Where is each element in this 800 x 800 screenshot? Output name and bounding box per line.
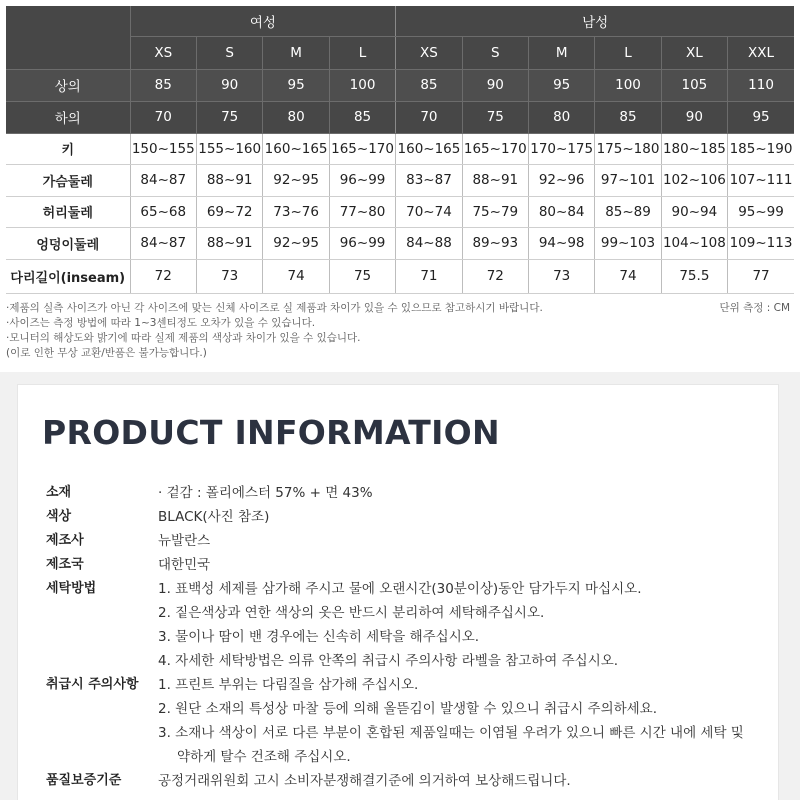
row-label: 엉덩이둘레 xyxy=(6,228,130,260)
size-header-cell: XS xyxy=(396,36,462,69)
table-cell: 70 xyxy=(130,101,196,133)
table-cell: 95 xyxy=(263,69,329,101)
row-label: 키 xyxy=(6,133,130,165)
table-cell: 73~76 xyxy=(263,196,329,228)
table-cell: 85 xyxy=(130,69,196,101)
product-info-panel xyxy=(17,384,779,800)
product-info-value xyxy=(158,553,766,577)
table-cell: 96~99 xyxy=(329,165,395,197)
row-label: 가슴둘레 xyxy=(6,165,130,197)
table-cell: 90 xyxy=(196,69,262,101)
size-header-cell: L xyxy=(329,36,395,69)
table-cell: 80 xyxy=(528,101,594,133)
product-info-line: 2. 짙은색상과 연한 색상의 옷은 반드시 분리하여 세탁해주십시오. xyxy=(158,605,545,621)
product-info-row xyxy=(46,553,766,577)
product-info-title: PRODUCT INFORMATION xyxy=(42,413,500,452)
product-info-value xyxy=(158,577,766,673)
size-header-cell: S xyxy=(196,36,262,69)
product-info-row xyxy=(46,505,766,529)
row-label: 허리둘레 xyxy=(6,196,130,228)
product-info-line: 3. 물이나 땀이 밴 경우에는 신속히 세탁을 해주십시오. xyxy=(158,629,480,645)
table-cell: 80~84 xyxy=(528,196,594,228)
table-cell: 160~165 xyxy=(263,133,329,165)
table-cell: 72 xyxy=(130,259,196,293)
product-info-label: 취급시 주의사항 xyxy=(46,677,139,692)
table-cell: 95~99 xyxy=(728,196,794,228)
product-info-value xyxy=(158,529,766,553)
product-info-line: 1. 프린트 부위는 다림질을 삼가해 주십시오. xyxy=(158,677,419,693)
table-cell: 75 xyxy=(329,259,395,293)
table-cell: 180~185 xyxy=(661,133,727,165)
size-notes xyxy=(6,301,794,361)
table-row xyxy=(6,228,794,260)
product-info-line: 4. 자세한 세탁방법은 의류 안쪽의 취급시 주의사항 라벨을 참고하여 주십시오. xyxy=(158,653,619,669)
table-cell: 73 xyxy=(528,259,594,293)
table-row xyxy=(6,133,794,165)
table-cell: 75 xyxy=(196,101,262,133)
product-info-label: 소재 xyxy=(46,485,72,500)
table-cell: 70 xyxy=(396,101,462,133)
row-label: 상의 xyxy=(6,69,130,101)
table-cell: 84~88 xyxy=(396,228,462,260)
table-cell: 95 xyxy=(728,101,794,133)
row-label: 다리길이(inseam) xyxy=(6,259,130,293)
table-cell: 90 xyxy=(462,69,528,101)
table-cell: 75.5 xyxy=(661,259,727,293)
table-corner xyxy=(6,6,130,69)
product-info-row xyxy=(46,577,766,673)
product-info-row xyxy=(46,769,766,793)
table-cell: 92~95 xyxy=(263,165,329,197)
table-cell: 85 xyxy=(329,101,395,133)
table-cell: 170~175 xyxy=(528,133,594,165)
table-cell: 75~79 xyxy=(462,196,528,228)
table-cell: 84~87 xyxy=(130,165,196,197)
table-cell: 175~180 xyxy=(595,133,661,165)
table-cell: 97~101 xyxy=(595,165,661,197)
product-info-line: 대한민국 xyxy=(158,557,211,573)
table-cell: 165~170 xyxy=(329,133,395,165)
table-cell: 92~96 xyxy=(528,165,594,197)
table-cell: 90 xyxy=(661,101,727,133)
table-cell: 155~160 xyxy=(196,133,262,165)
table-cell: 107~111 xyxy=(728,165,794,197)
table-cell: 88~91 xyxy=(196,228,262,260)
product-info-value xyxy=(158,673,766,769)
product-info-list xyxy=(46,481,766,793)
table-cell: 92~95 xyxy=(263,228,329,260)
table-cell: 96~99 xyxy=(329,228,395,260)
table-cell: 94~98 xyxy=(528,228,594,260)
table-cell: 70~74 xyxy=(396,196,462,228)
table-cell: 185~190 xyxy=(728,133,794,165)
note-line: ·모니터의 해상도와 밝기에 따라 실제 제품의 색상과 차이가 있을 수 있습니다. xyxy=(6,332,361,344)
product-info-line: 약하게 탈수 건조해 주십시오. xyxy=(177,749,351,765)
table-cell: 90~94 xyxy=(661,196,727,228)
table-cell: 73 xyxy=(196,259,262,293)
size-header-cell: M xyxy=(528,36,594,69)
product-info-line: 3. 소재나 색상이 서로 다른 부분이 혼합된 제품일때는 이염될 우려가 있으니 빠른 시간 내에 세탁 및 xyxy=(158,725,744,741)
size-header-cell: XL xyxy=(661,36,727,69)
table-row xyxy=(6,165,794,197)
gender-men-header: 남성 xyxy=(396,6,794,36)
table-cell: 71 xyxy=(396,259,462,293)
table-cell: 109~113 xyxy=(728,228,794,260)
product-info-value xyxy=(158,769,766,793)
product-info-line: 1. 표백성 세제를 삼가해 주시고 물에 오랜시간(30분이상)동안 담가두지 마십시오. xyxy=(158,581,642,597)
gender-women-header: 여성 xyxy=(130,6,396,36)
table-cell: 74 xyxy=(595,259,661,293)
table-cell: 102~106 xyxy=(661,165,727,197)
product-info-row xyxy=(46,673,766,769)
table-cell: 85~89 xyxy=(595,196,661,228)
table-cell: 74 xyxy=(263,259,329,293)
product-info-row xyxy=(46,529,766,553)
product-info-line: 뉴발란스 xyxy=(158,533,211,549)
table-cell: 80 xyxy=(263,101,329,133)
table-cell: 100 xyxy=(595,69,661,101)
table-cell: 165~170 xyxy=(462,133,528,165)
table-cell: 150~155 xyxy=(130,133,196,165)
table-cell: 77 xyxy=(728,259,794,293)
table-row xyxy=(6,69,794,101)
product-info-label: 품질보증기준 xyxy=(46,773,122,788)
table-cell: 65~68 xyxy=(130,196,196,228)
table-cell: 104~108 xyxy=(661,228,727,260)
row-label: 하의 xyxy=(6,101,130,133)
size-header-cell: XXL xyxy=(728,36,794,69)
table-cell: 160~165 xyxy=(396,133,462,165)
size-header-cell: S xyxy=(462,36,528,69)
table-cell: 75 xyxy=(462,101,528,133)
product-info-value xyxy=(158,481,766,505)
table-cell: 69~72 xyxy=(196,196,262,228)
size-chart-table xyxy=(6,6,794,294)
size-header-cell: XS xyxy=(130,36,196,69)
table-cell: 95 xyxy=(528,69,594,101)
table-cell: 99~103 xyxy=(595,228,661,260)
product-info-row xyxy=(46,481,766,505)
table-cell: 85 xyxy=(595,101,661,133)
size-header-cell: M xyxy=(263,36,329,69)
table-row xyxy=(6,196,794,228)
note-line: ·제품의 실측 사이즈가 아닌 각 사이즈에 맞는 신체 사이즈로 실 제품과 차이가 있을 수 있으므로 참고하시기 바랍니다. xyxy=(6,302,543,314)
gender-header-row xyxy=(6,6,794,36)
table-cell: 88~91 xyxy=(462,165,528,197)
size-header-cell: L xyxy=(595,36,661,69)
table-cell: 83~87 xyxy=(396,165,462,197)
product-info-label: 제조사 xyxy=(46,533,84,548)
table-row xyxy=(6,101,794,133)
product-info-label: 색상 xyxy=(46,509,72,524)
product-info-line: 공정거래위원회 고시 소비자분쟁해결기준에 의거하여 보상해드립니다. xyxy=(158,773,571,789)
table-cell: 88~91 xyxy=(196,165,262,197)
product-info-line: · 겉감 : 폴리에스터 57% + 면 43% xyxy=(158,485,373,501)
table-cell: 77~80 xyxy=(329,196,395,228)
table-cell: 105 xyxy=(661,69,727,101)
unit-label: 단위 측정 : CM xyxy=(719,302,790,314)
table-row xyxy=(6,259,794,293)
note-line: (이로 인한 무상 교환/반품은 불가능합니다.) xyxy=(6,347,207,359)
product-info-line: 2. 원단 소재의 특성상 마찰 등에 의해 올뜯김이 발생할 수 있으니 취급시 주의하세요. xyxy=(158,701,658,717)
table-cell: 85 xyxy=(396,69,462,101)
note-line: ·사이즈는 측정 방법에 따라 1~3센티정도 오차가 있을 수 있습니다. xyxy=(6,317,316,329)
product-info-value xyxy=(158,505,766,529)
product-info-label: 제조국 xyxy=(46,557,84,572)
table-cell: 84~87 xyxy=(130,228,196,260)
product-info-line: BLACK(사진 참조) xyxy=(158,509,270,525)
table-cell: 100 xyxy=(329,69,395,101)
table-cell: 72 xyxy=(462,259,528,293)
table-cell: 89~93 xyxy=(462,228,528,260)
product-info-label: 세탁방법 xyxy=(46,581,97,596)
table-cell: 110 xyxy=(728,69,794,101)
